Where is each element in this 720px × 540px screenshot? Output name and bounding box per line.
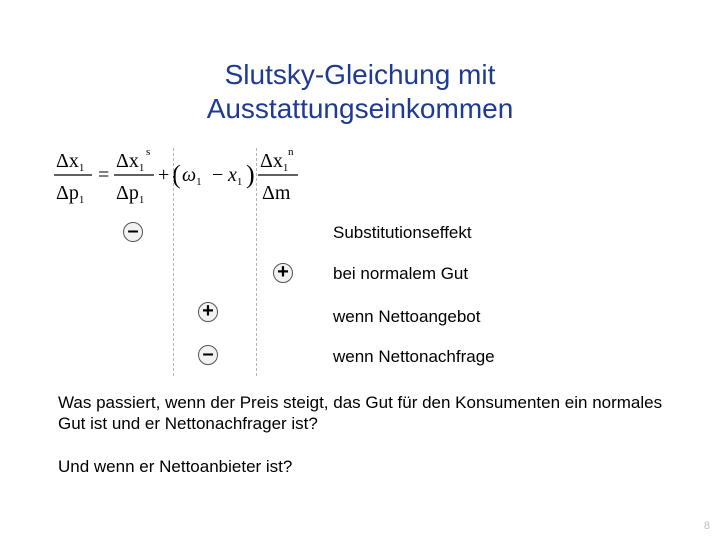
- dashed-separator-left: [173, 148, 174, 376]
- title-line-1: Slutsky-Gleichung mit: [224, 59, 496, 90]
- svg-text:(: (: [172, 160, 181, 189]
- svg-text:Δx1: [116, 150, 144, 174]
- net-supply-sign-badge: +: [198, 302, 218, 322]
- bracket-minus: −: [212, 164, 224, 186]
- substitution-label: Substitutionseffekt: [333, 223, 472, 242]
- substitution-sign-badge: –: [123, 222, 143, 242]
- net-demand-label: wenn Nettonachfrage: [333, 347, 495, 366]
- bracket-x-sub: 1: [236, 176, 243, 188]
- svg-text:): ): [246, 160, 255, 189]
- plus-sign: +: [158, 164, 170, 186]
- normal-good-label: bei normalem Gut: [333, 264, 469, 283]
- title-line-2: Ausstattungseinkommen: [206, 93, 514, 124]
- svg-text:Δp1: [116, 182, 144, 206]
- page-number: 8: [703, 520, 710, 532]
- question-net-supplier: Und wenn er Nettoanbieter ist?: [58, 457, 293, 476]
- income-numerator-sup: n: [288, 146, 294, 158]
- svg-text:x1: [227, 164, 242, 188]
- dashed-separator-right: [256, 148, 257, 376]
- slide-title: [150, 58, 570, 126]
- income-sign-badge: +: [273, 263, 293, 283]
- svg-text:Δx1: [260, 150, 288, 174]
- question-net-demander: Was passiert, wenn der Preis steigt, das Gut für den Konsumenten ein normales Gut ist und er Nettonachfrager ist?: [58, 393, 663, 433]
- net-demand-sign-badge: –: [198, 345, 218, 365]
- lhs-numerator-sub: 1: [78, 162, 85, 174]
- sub-denominator-sub: 1: [138, 194, 145, 206]
- income-denominator: Δm: [262, 182, 291, 204]
- lhs-numerator: Δx: [56, 150, 79, 172]
- omega: ω: [182, 164, 197, 186]
- svg-text:Δx1: [56, 150, 84, 174]
- slutsky-formula: [50, 145, 310, 207]
- income-numerator-sub: 1: [282, 162, 289, 174]
- svg-text:ω1: [182, 164, 202, 188]
- sub-numerator-sup: s: [146, 146, 151, 158]
- bracket-x: x: [228, 164, 237, 186]
- lhs-denominator: Δp: [56, 182, 79, 204]
- lhs-denominator-sub: 1: [78, 194, 85, 206]
- sub-denominator: Δp: [116, 182, 139, 204]
- income-numerator: Δx: [260, 150, 283, 172]
- omega-sub: 1: [196, 176, 202, 188]
- svg-text:Δp1: [56, 182, 84, 206]
- sub-numerator: Δx: [116, 150, 139, 172]
- net-supply-label: wenn Nettoangebot: [333, 307, 481, 326]
- equals-sign: =: [98, 164, 110, 186]
- sub-numerator-sub: 1: [138, 162, 145, 174]
